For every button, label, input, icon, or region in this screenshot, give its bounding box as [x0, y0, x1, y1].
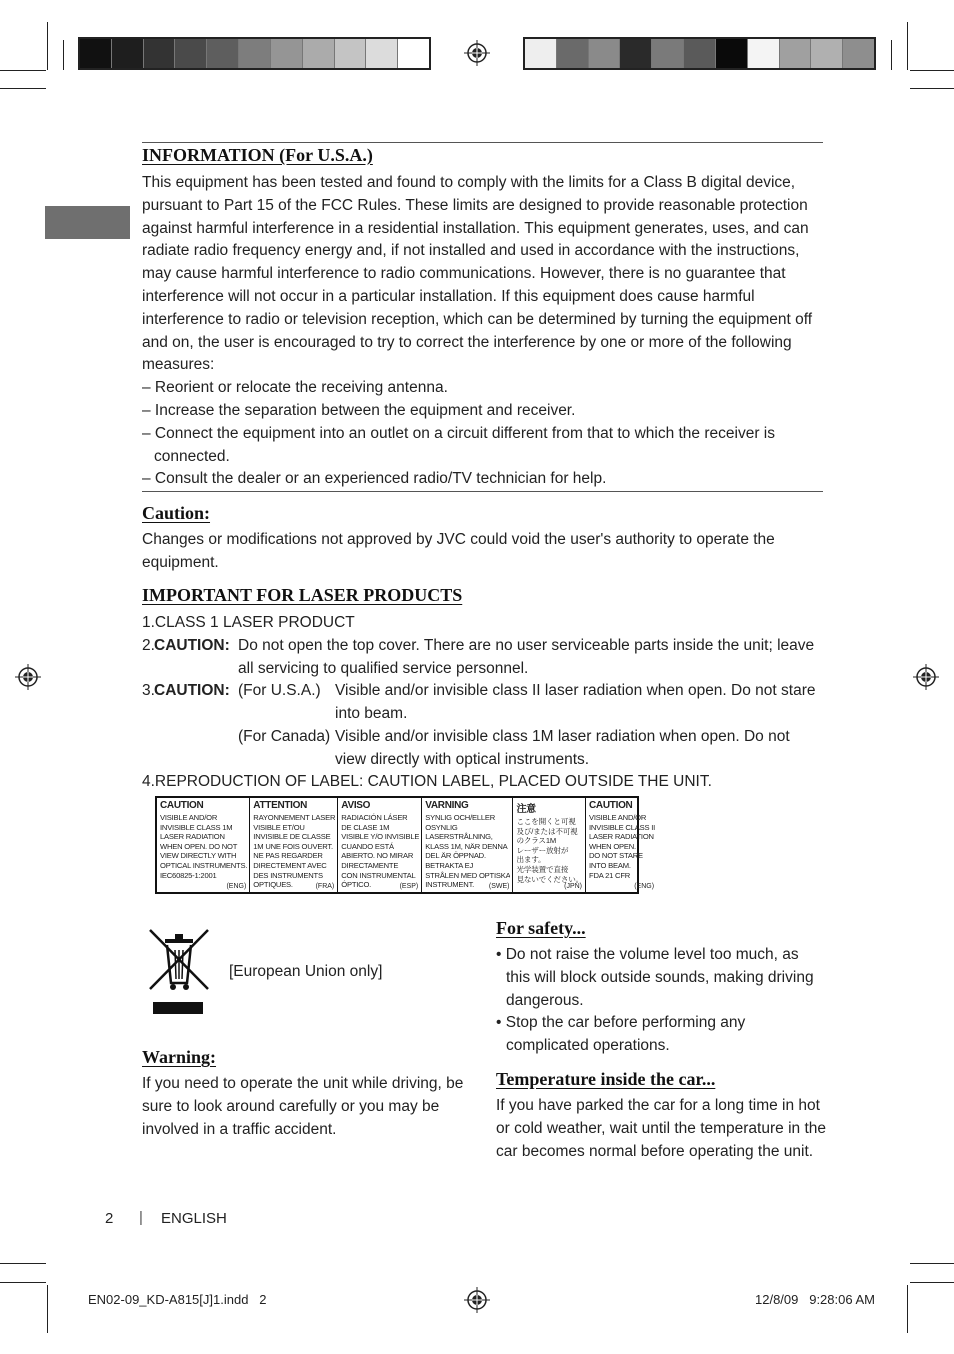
label-line: OPTICAL INSTRUMENTS. [160, 860, 248, 870]
label-line: CON INSTRUMENTAL [341, 870, 416, 880]
label-line: LASER RADIATION [160, 832, 225, 842]
color-calibration-bar-left [78, 37, 431, 70]
safety-list [496, 944, 826, 1058]
label-line: VISIBLE ET/OU [253, 822, 305, 832]
label-column [422, 798, 513, 892]
page-number: 2 [105, 1210, 114, 1227]
label-language-code: (ENG) [226, 883, 247, 890]
laser-item-1: 1.CLASS 1 LASER PRODUCT [142, 614, 355, 631]
caution-heading: Caution: [142, 503, 211, 523]
safety-bullet: • Do not raise the volume level too much, as this will block outside sounds, making driving dangerous. [496, 946, 814, 1009]
color-swatch [144, 39, 176, 68]
info-text-block [142, 172, 822, 491]
crop-mark [907, 22, 908, 70]
label-language-code: (JPN) [564, 883, 583, 890]
label-line: OSYNLIG [425, 822, 458, 832]
registration-mark-icon [464, 40, 490, 66]
label-line: INVISIBLE CLASS 1M [160, 822, 233, 832]
print-timestamp: 12/8/09 9:28:06 AM [755, 1292, 875, 1307]
label-line: INSTRUMENT. [425, 880, 475, 890]
warning-heading: Warning: [142, 1047, 217, 1067]
crop-mark [47, 22, 48, 70]
color-calibration-bar-right [523, 37, 876, 70]
crop-mark [910, 1263, 954, 1264]
caution-label: CAUTION: [154, 682, 230, 699]
crop-mark [910, 70, 954, 71]
measure-item: – Increase the separation between the equipment and receiver. [142, 401, 576, 419]
caution-text: Changes or modifications not approved by JVC could void the user's authority to operate the equipment. [142, 531, 775, 571]
label-line: VISIBLE AND/OR [589, 813, 647, 822]
label-line: RADIACIÓN LÁSER [341, 813, 408, 822]
laser-item-4: 4.REPRODUCTION OF LABEL: CAUTION LABEL, PLACED OUTSIDE THE UNIT. [142, 773, 712, 790]
label-column [338, 798, 422, 892]
caution-label: CAUTION: [154, 637, 230, 654]
crop-mark [0, 70, 46, 71]
label-language-code: (ESP) [399, 883, 419, 890]
label-line: WHEN OPEN. DO NOT [160, 841, 238, 851]
label-line: INVISIBLE DE CLASSE [253, 832, 331, 842]
label-line: 出ます。 [516, 855, 546, 865]
crop-mark [0, 1282, 46, 1283]
measure-item: – Connect the equipment into an outlet on a circuit different from that to which the receiver is connected. [142, 424, 775, 465]
registration-mark-icon [464, 1287, 490, 1313]
crop-mark [47, 1285, 48, 1333]
label-line: DIRECTAMENTE [341, 860, 399, 870]
canada-text: Visible and/or invisible class 1M laser radiation when open. Do not view directly with optical instruments. [335, 728, 790, 768]
info-paragraph: This equipment has been tested and found to comply with the limits for a Class B digital device, pursuant to Part 15 of the FCC Rules. These limits are designed to provide reasonable protection against harmful interference in a residential installation. This equipment generates, uses, and can radiate radio frequency energy and, if not installed and used in accordance with the instructions, may cause harmful interference to radio communications. However, there is no guarantee that interference will not occur in a particular installation. If this equipment does cause harmful interference to radio or television reception, which can be determined by turning the equipment off and on, the user is encouraged to try to correct the interference by one or more of the following measures: [142, 174, 813, 374]
label-language-code: (ENG) [634, 883, 655, 890]
section-divider [142, 142, 823, 143]
label-line: BETRAKTA EJ [425, 860, 474, 870]
usa-label: (For U.S.A.) [238, 682, 321, 699]
crop-mark [0, 1263, 46, 1264]
label-column [250, 798, 338, 892]
label-line: DEL ÄR ÖPPNAD. [425, 851, 486, 861]
file-name: EN02-09_KD-A815[J]1.indd 2 [88, 1292, 267, 1307]
label-line: ここを開くと可視 [516, 817, 576, 826]
label-line: DES INSTRUMENTS [253, 870, 323, 880]
color-swatch [398, 39, 429, 68]
color-swatch [175, 39, 207, 68]
measure-item: – Consult the dealer or an experienced radio/TV technician for help. [142, 470, 607, 488]
label-line: INVISIBLE CLASS II [589, 822, 656, 832]
crop-mark [63, 40, 64, 70]
label-line: DE CLASE 1M [341, 822, 390, 832]
temperature-heading: Temperature inside the car... [496, 1069, 716, 1089]
label-line: DIRECTEMENT AVEC [253, 860, 327, 870]
label-line: KLASS 1M, NÄR DENNA [425, 841, 508, 851]
registration-mark-icon [15, 664, 41, 690]
label-line: VISIBLE Y/O INVISIBLE [341, 832, 420, 842]
color-swatch [716, 39, 748, 68]
label-line: LASERSTRÅLNING, [425, 832, 493, 842]
color-swatch [303, 39, 335, 68]
info-heading: INFORMATION (For U.S.A.) [142, 145, 373, 165]
color-swatch [366, 39, 398, 68]
item-number: 2. [142, 637, 155, 654]
crop-mark [910, 88, 954, 89]
label-line: VISIBLE AND/OR [160, 813, 218, 822]
label-line: ABIERTO. NO MIRAR [341, 851, 414, 861]
color-swatch [780, 39, 812, 68]
label-line: 光学装置で直接 [516, 864, 569, 874]
crop-mark [891, 40, 892, 70]
crop-mark [0, 88, 46, 89]
canada-label: (For Canada) [238, 728, 331, 745]
label-column-head: CAUTION [589, 800, 633, 811]
crop-mark [910, 1282, 954, 1283]
label-line: VIEW DIRECTLY WITH [160, 851, 237, 861]
color-swatch [557, 39, 589, 68]
label-line: LASER RADIATION [589, 832, 654, 842]
laser-item-2-text: Do not open the top cover. There are no user serviceable parts inside the unit; leave all servicing to qualified service personnel. [238, 637, 815, 677]
label-language-code: (FRA) [315, 883, 335, 890]
label-column-head: AVISO [341, 800, 371, 811]
item-number: 3. [142, 682, 155, 699]
color-swatch [207, 39, 239, 68]
usa-text: Visible and/or invisible class II laser radiation when open. Do not stare into beam. [335, 682, 816, 722]
label-line: WHEN OPEN. [589, 841, 636, 851]
crop-mark [907, 1285, 908, 1333]
laser-caution-label [155, 796, 656, 894]
language-tab [45, 206, 130, 239]
label-column-head: 注意 [516, 804, 536, 815]
color-swatch [271, 39, 303, 68]
measure-item: – Reorient or relocate the receiving antenna. [142, 379, 448, 397]
label-language-code: (SWE) [488, 883, 510, 890]
footer-separator: | [139, 1209, 143, 1226]
color-swatch [335, 39, 367, 68]
label-line: ÓPTICO. [341, 880, 372, 890]
color-swatch [239, 39, 271, 68]
label-column [513, 798, 586, 892]
label-line: レーザー放射が [516, 845, 569, 855]
label-line: INTO BEAM. [589, 860, 631, 870]
label-line: IEC60825-1:2001 [160, 870, 217, 880]
label-line: DO NOT STARE [589, 851, 643, 861]
color-swatch [652, 39, 684, 68]
label-line: CUANDO ESTÁ [341, 841, 394, 851]
label-line: 1M UNE FOIS OUVERT. [253, 841, 333, 851]
language-label: ENGLISH [161, 1210, 227, 1227]
label-line: 及び/または不可視 [516, 826, 578, 836]
color-swatch [748, 39, 780, 68]
color-swatch [80, 39, 112, 68]
label-line: 見ないでください。 [516, 874, 584, 884]
color-swatch [589, 39, 621, 68]
color-swatch [843, 39, 874, 68]
label-column-head: ATTENTION [253, 800, 308, 811]
label-line: STRÅLEN MED OPTISKA [425, 870, 511, 880]
label-column-head: VARNING [425, 800, 469, 811]
section-divider [142, 491, 823, 492]
label-column [157, 798, 250, 892]
label-line: SYNLIG OCH/ELLER [425, 813, 496, 822]
color-swatch [811, 39, 843, 68]
label-line: NE PAS REGARDER [253, 851, 323, 861]
label-line: のクラス1M [516, 836, 556, 846]
eu-note: [European Union only] [229, 963, 383, 980]
laser-item-2 [142, 635, 822, 681]
label-column-head: CAUTION [160, 800, 204, 811]
crossed-out-bin-icon [148, 925, 210, 1017]
temperature-text: If you have parked the car for a long time in hot or cold weather, wait until the temperature in the car becomes normal before operating the unit. [496, 1097, 826, 1160]
label-column [586, 798, 657, 892]
color-swatch [620, 39, 652, 68]
registration-mark-icon [913, 664, 939, 690]
color-swatch [684, 39, 716, 68]
safety-bullet: • Stop the car before performing any complicated operations. [496, 1014, 746, 1055]
color-swatch [525, 39, 557, 68]
laser-item-3 [142, 680, 822, 772]
warning-text: If you need to operate the unit while driving, be sure to look around carefully or you may be involved in a traffic accident. [142, 1075, 464, 1138]
laser-heading: IMPORTANT FOR LASER PRODUCTS [142, 585, 463, 605]
label-line: OPTIQUES. [253, 880, 293, 890]
label-line: FDA 21 CFR [589, 870, 631, 880]
label-line: RAYONNEMENT LASER [253, 813, 336, 822]
color-swatch [112, 39, 144, 68]
safety-heading: For safety... [496, 918, 586, 938]
